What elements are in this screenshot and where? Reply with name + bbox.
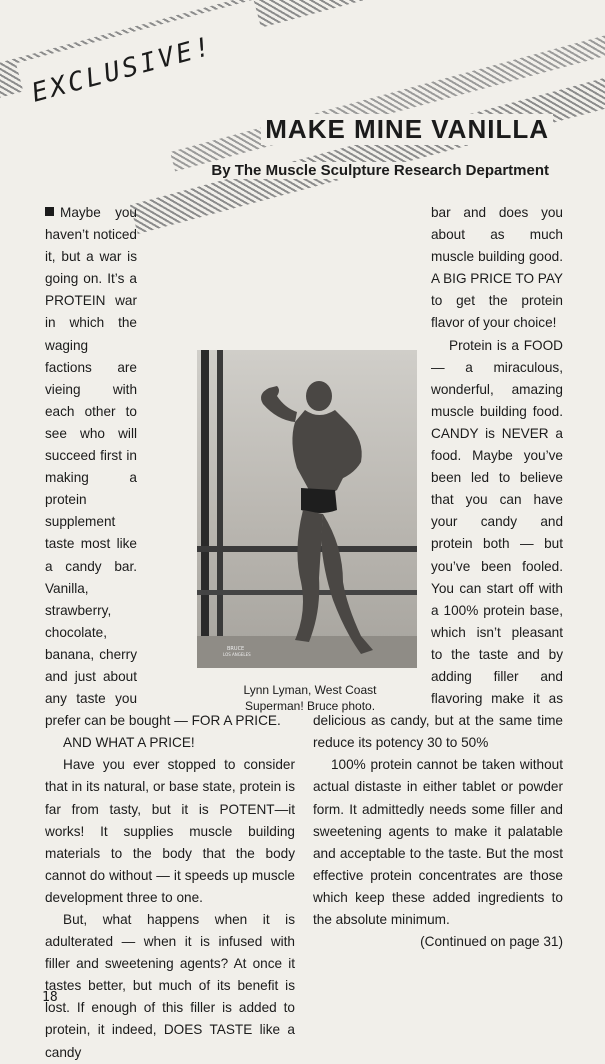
page-number: 18 [42, 990, 58, 1005]
svg-text:BRUCE: BRUCE [227, 646, 245, 652]
bullet-square-icon [45, 207, 54, 216]
svg-text:LOS ANGELES: LOS ANGELES [223, 652, 251, 657]
paragraph: AND WHAT A PRICE! [63, 735, 195, 751]
paragraph: bar and does you about as much muscle building good. A BIG PRICE TO PAY to get the protein flavor of your choice! [431, 205, 563, 331]
continued-note: (Continued on page 31) [420, 934, 563, 950]
bodybuilder-photo [197, 350, 417, 668]
paragraph: But, what happens when it is adulterated — when it is infused with filler and sweetening agents? At once it tastes better, but much of its benefit is lost. If enough of this filler is added to protein, it indeed, DOES TASTE like a candy [45, 912, 295, 1060]
page-title: MAKE MINE VANILLA [261, 114, 553, 145]
photo-caption: Lynn Lyman, West Coast Superman! Bruce photo. [243, 683, 377, 713]
exclusive-tag: EXCLUSIVE! [16, 0, 274, 139]
byline: By The Muscle Sculpture Research Department [207, 162, 553, 179]
paragraph: Have you ever stopped to consider that in its natural, or base state, protein is far from tasty, but it is POTENT—it works! It supplies muscle building materials to the body that the body cannot do without — it speeds up muscle development three to one. [45, 757, 295, 905]
paragraph: Protein is a FOOD — a miraculous, wonderful, amazing muscle building food. CANDY is NEVER a food. Maybe you’ve been led to believe that you can have your candy and protein both — but you’ve been fooled. You can start off with a 100% protein base, which isn’t pleasant to the taste and by adding filler and flavoring make it as delicious as candy, but at the same time reduce its potency 30 to 50% [313, 337, 563, 751]
paragraph: 100% protein cannot be taken without actual distaste in either tablet or powder form. It admittedly needs some filler and sweetening agents to make it palatable and acceptable to the taste. But the most effective protein concentrates are those which keep these added ingredients to the absolute minimum. (Continued on page 31) [313, 754, 563, 931]
paragraph: Maybe you haven’t noticed it, but a war is going on. It’s a PROTEIN war in which the waging factions are vieing with each other to see who will succeed first in making a protein supplement taste most like a candy bar. Vanilla, strawberry, chocolate, banana, cherry and just about any taste you prefer can be bought — FOR A PRICE. [45, 205, 281, 729]
